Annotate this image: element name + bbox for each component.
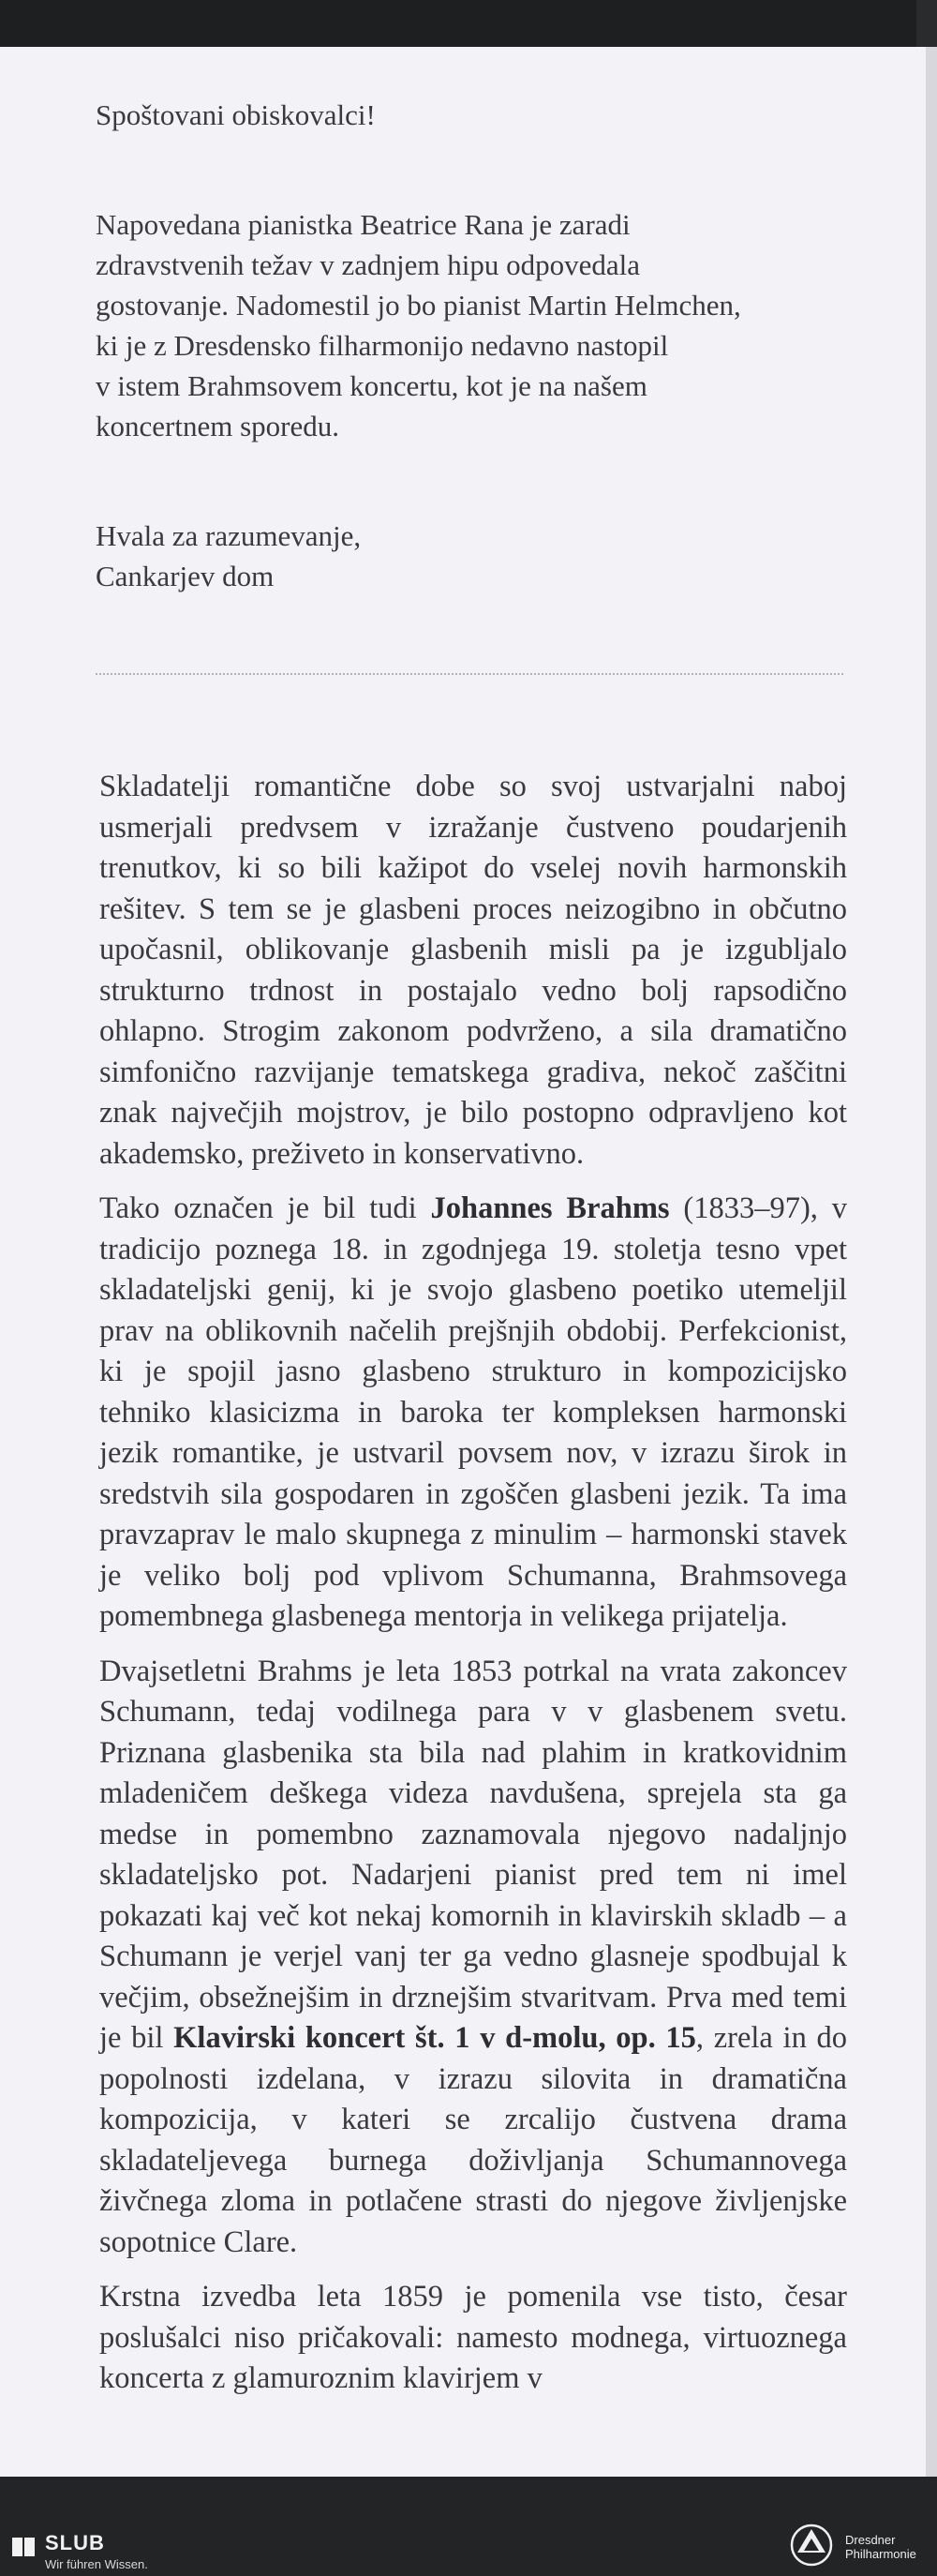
scan-footer: [0, 2477, 937, 2576]
notice-line: zdravstvenih težav v zadnjem hipu odpovedala: [96, 248, 641, 281]
dp-line: Dresdner: [845, 2533, 896, 2547]
article-text: (1833–97), v tradicijo poznega 18. in zgodnjega 19. stoletja tesno vpet skladateljski genij, ki je svojo glasbeno poetiko utemeljil prav na oblikovnih načelih prejšnjih obdobij. Perfekcionist, ki je spojil jasno glasbeno strukturo in kompozicijsko tehniko klasicizma in baroka ter kompleksen harmonski jezik romantike, je ustvaril povsem nov, v izrazu širok in sredstvih sila gospodaren in zgoščen glasbeni jezik. Ta ima pravzaprav le malo skupnega z minulim – harmonski stavek je veliko bolj pod vplivom Schumanna, Brahmsovega pomembnega glasbenega mentorja in velikega prijatelja.: [99, 1191, 848, 1633]
dresdner-philharmonie-logo-icon: [790, 2524, 833, 2567]
article-body: [99, 767, 847, 2414]
notice-line: v istem Brahmsovem koncertu, kot je na našem: [96, 369, 647, 402]
article-text: Dvajsetletni Brahms je leta 1853 potrkal na vrata zakoncev Schumann, tedaj vodilnega para v v glasbenem svetu. Priznana glasbenika sta bila nad plahim in kratkovidnim mladeničem deškega videza navdušena, sprejela sta ga medse in pomembno zaznamovala njegovo nadaljnjo skladateljsko pot. Nadarjeni pianist pred tem ni imel pokazati kaj več kot nekaj komornih in klavirskih skladb – a Schumann je verjel vanj ter ga vedno glasneje spodbujal k večjim, obsežnejšim in drznejšim stvaritvam. Prva med temi je bil: [99, 1654, 847, 2055]
article-paragraph: [99, 1652, 847, 2264]
book-icon: [11, 2535, 36, 2559]
composer-name: Johannes Brahms: [430, 1191, 670, 1225]
notice-body: [96, 204, 751, 446]
article-text: Tako označen je bil tudi: [99, 1191, 431, 1225]
notice-greeting: Spoštovani obiskovalci!: [96, 98, 376, 131]
article-paragraph: Skladatelji romantične dobe so svoj ustvarjalni naboj usmerjali predvsem v izražanje čustveno poudarjenih trenutkov, ki so bili kažipot do vselej novih harmonskih rešitev. S tem se je glasbeni proces neizogibno in občutno upočasnil, oblikovanje glasbenih misli pa je izgubljalo strukturno trdnost in postajalo vedno bolj rapsodično ohlapno. Strogim zakonom podvrženo, a sila dramatično simfonično razvijanje tematskega gradiva, nekoč zaščitni znak največjih mojstrov, je bilo postopno odpravljeno kot akademsko, preživeto in konservativno.: [99, 770, 847, 1171]
slub-tagline: Wir führen Wissen.: [45, 2557, 148, 2571]
notice-line: ki je z Dresdensko filharmonijo nedavno nastopil: [96, 329, 669, 362]
article-paragraph: Krstna izvedba leta 1859 je pomenila vse tisto, česar poslušalci niso pričakovali: namesto modnega, virtuoznega koncerta z glamuroznim klavirjem v: [99, 2280, 847, 2395]
notice-line: Napovedana pianistka Beatrice Rana je zaradi: [96, 208, 631, 241]
notice-line: koncertnem sporedu.: [96, 410, 339, 442]
article-paragraph: [99, 1189, 847, 1638]
dresdner-philharmonie-text: [845, 2533, 916, 2561]
notice-thanks: Hvala za razumevanje,: [96, 519, 362, 552]
notice-signature: Cankarjev dom: [96, 560, 275, 592]
work-title: Klavirski koncert št. 1 v d-molu, op. 15: [173, 2021, 696, 2055]
article-text: , zrela in do popolnosti izdelana, v izrazu silovita in dramatična kompozicija, v kateri se zrcalijo čustvena drama skladateljevega burnega doživljanja Schumannovega živčnega zloma in potlačene strasti do njegove življenjske sopotnice Clare.: [99, 2021, 847, 2259]
dotted-divider: [96, 673, 843, 675]
scan-top-border: [0, 0, 937, 47]
page-edge: [926, 47, 937, 2477]
slub-logo-text: SLUB: [45, 2531, 105, 2554]
dp-line: Philharmonie: [845, 2547, 916, 2561]
notice-line: gostovanje. Nadomestil jo bo pianist Martin Helmchen,: [96, 289, 741, 322]
scan-corner: [916, 0, 937, 47]
notice-closing: [96, 516, 361, 596]
